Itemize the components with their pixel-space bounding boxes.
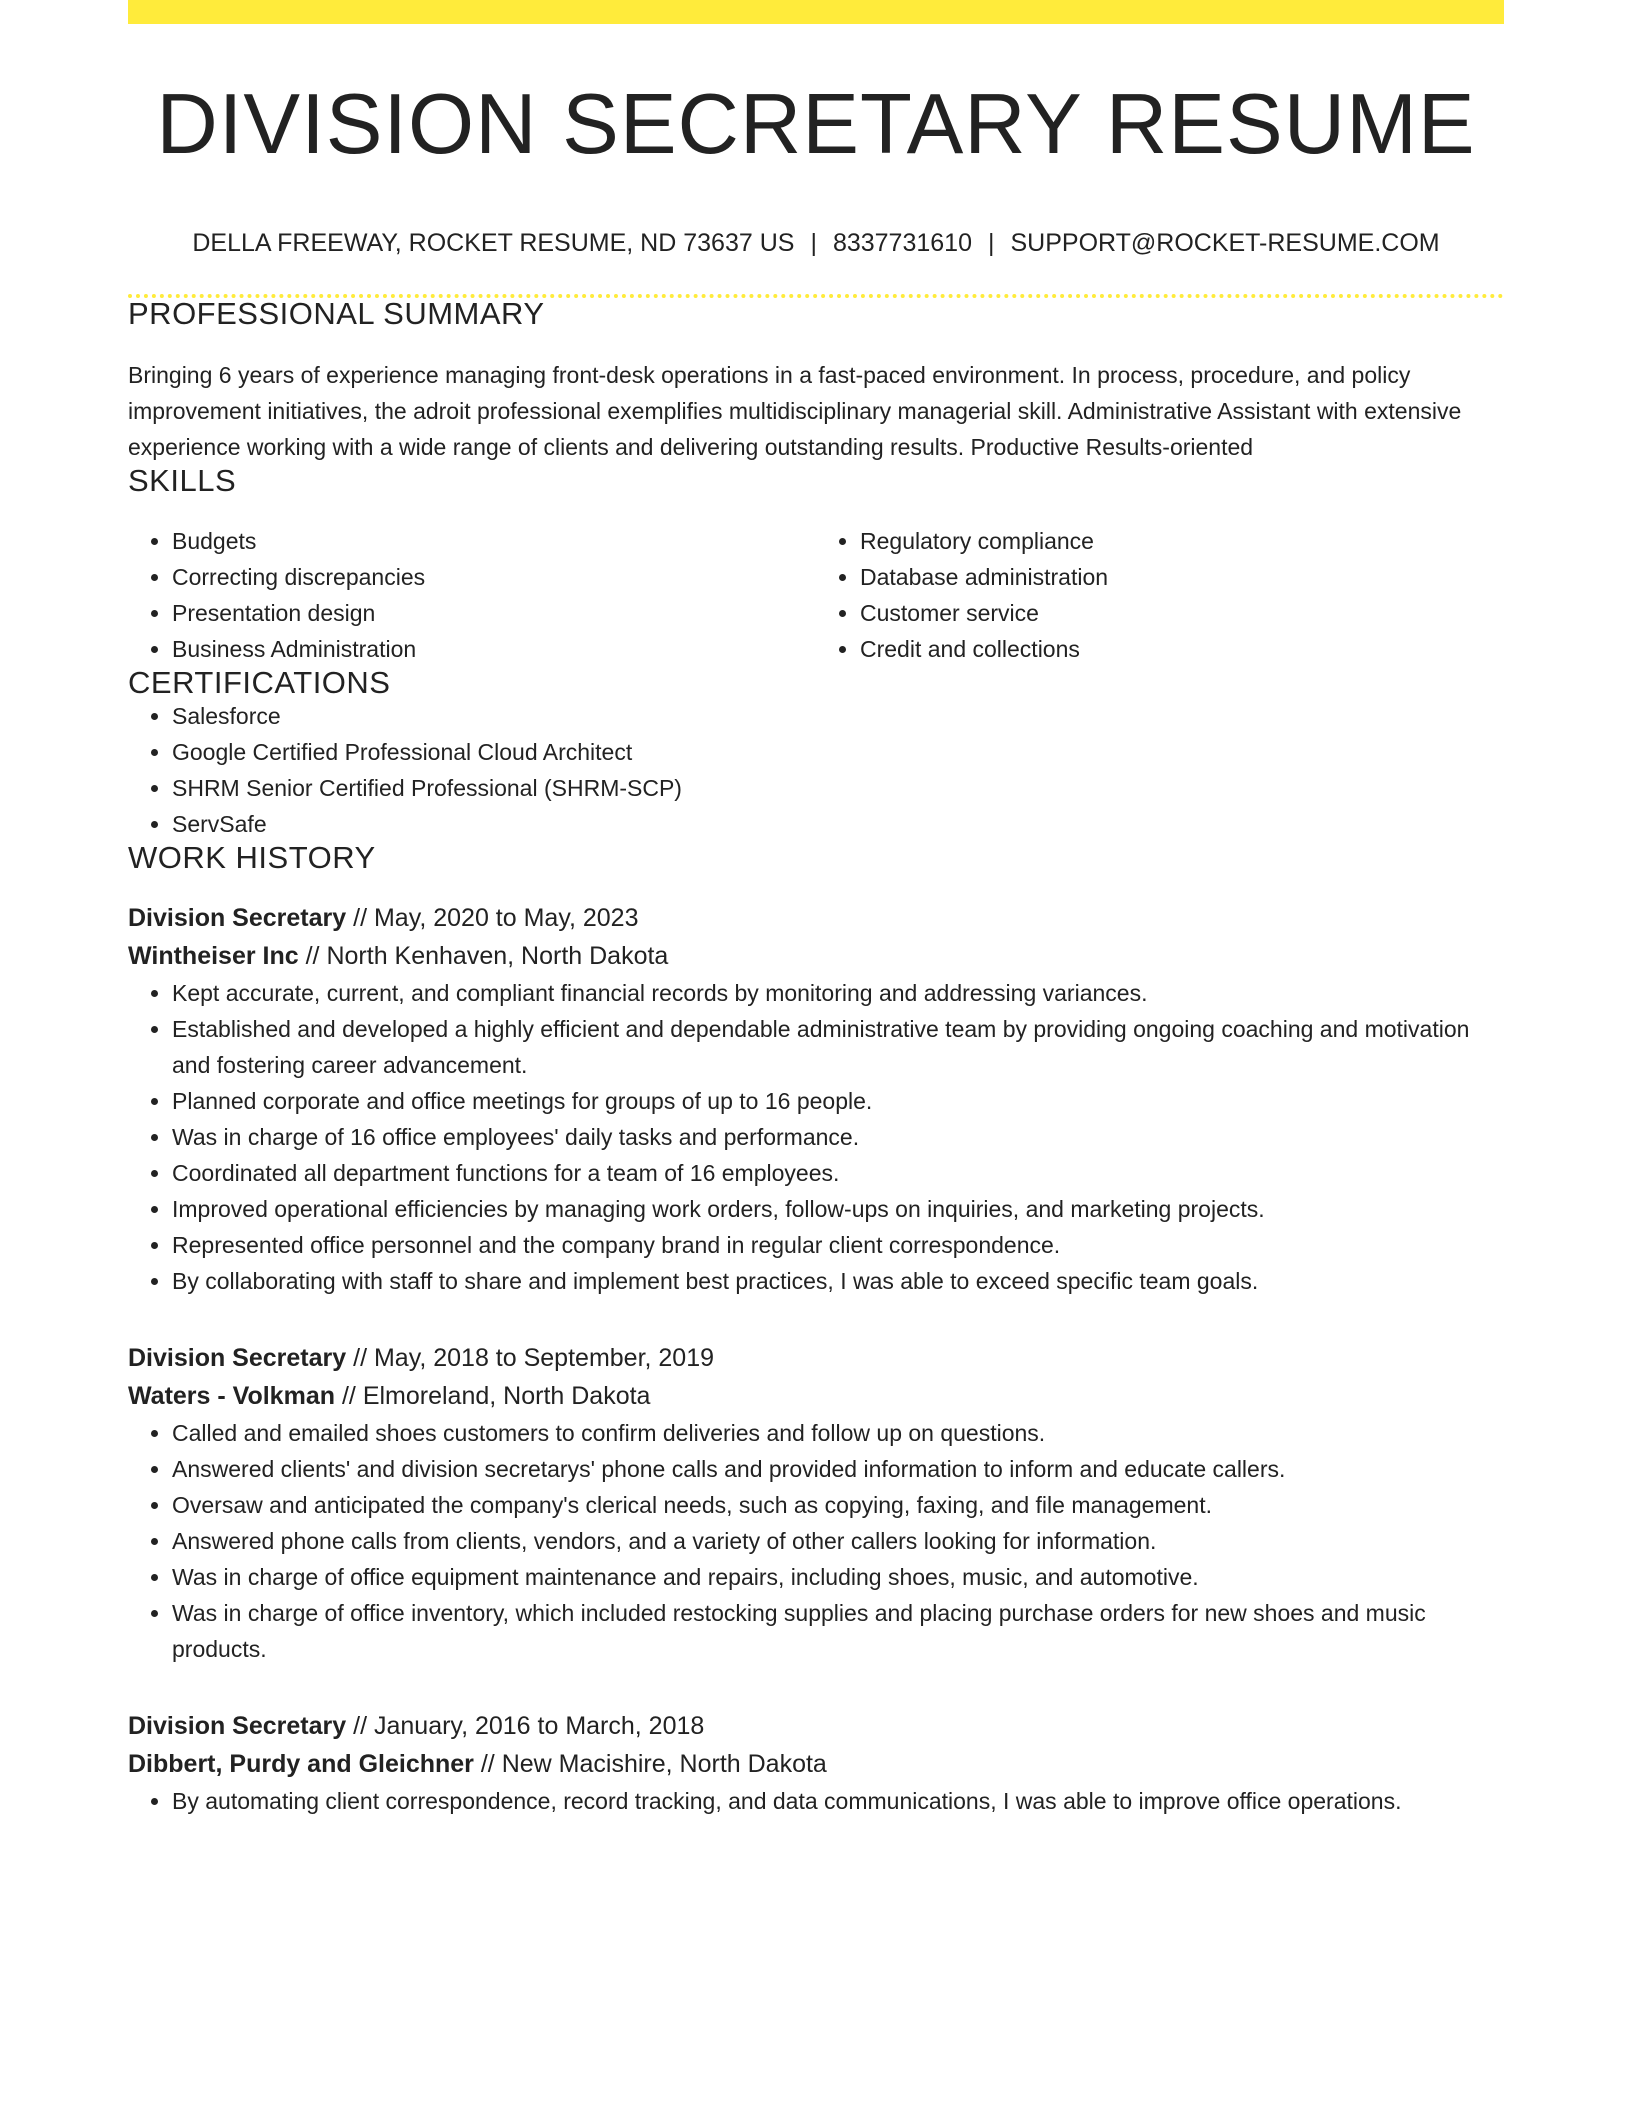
job-dates: January, 2016 to March, 2018 (373, 1712, 705, 1740)
certification-item: • Salesforce (172, 698, 1504, 734)
contact-line (128, 231, 1504, 256)
skill-item: • Presentation design (172, 595, 816, 631)
job-duty-item: • Coordinated all department functions for a team of 16 employees. (172, 1155, 1504, 1191)
certification-item: • SHRM Senior Certified Professional (SHRM-SCP) (172, 770, 1504, 806)
job-duties-list (128, 975, 1504, 1299)
job-duty-item: • By automating client correspondence, record tracking, and data communications, I was able to improve office operations. (172, 1783, 1504, 1819)
job-duty-item: • Planned corporate and office meetings for groups of up to 16 people. (172, 1083, 1504, 1119)
job-duty-item: • Called and emailed shoes customers to confirm deliveries and follow up on questions. (172, 1415, 1504, 1451)
job-duty-item: • By collaborating with staff to share and implement best practices, I was able to exceed specific team goals. (172, 1263, 1504, 1299)
job-duty-item: • Answered phone calls from clients, vendors, and a variety of other callers looking for information. (172, 1523, 1504, 1559)
job-title-line (128, 1707, 1504, 1745)
work-history-heading: WORK HISTORY (128, 840, 376, 875)
job-title-line (128, 1339, 1504, 1377)
certifications-heading: CERTIFICATIONS (128, 665, 391, 700)
skill-item: • Correcting discrepancies (172, 559, 816, 595)
job-duty-item: • Was in charge of office inventory, which included restocking supplies and placing purchase orders for new shoes and music products. (172, 1595, 1504, 1667)
job-dates: May, 2020 to May, 2023 (373, 904, 639, 932)
job-delimiter: // (353, 1712, 368, 1740)
job-duty-item: • Was in charge of 16 office employees' daily tasks and performance. (172, 1119, 1504, 1155)
contact-separator: | (810, 229, 817, 257)
job-delimiter: // (341, 1382, 356, 1410)
skill-item: • Credit and collections (860, 631, 1504, 667)
certification-item: • Google Certified Professional Cloud Architect (172, 734, 1504, 770)
job-duty-item: • Kept accurate, current, and compliant financial records by monitoring and addressing variances. (172, 975, 1504, 1011)
job-duty-item: • Improved operational efficiencies by managing work orders, follow-ups on inquiries, and marketing projects. (172, 1191, 1504, 1227)
skill-item: • Customer service (860, 595, 1504, 631)
skill-item: • Regulatory compliance (860, 523, 1504, 559)
job-company: Waters - Volkman (128, 1382, 335, 1410)
job-company: Dibbert, Purdy and Gleichner (128, 1750, 474, 1778)
contact-address: DELLA FREEWAY, ROCKET RESUME, ND 73637 US (192, 229, 795, 257)
job-title: Division Secretary (128, 1712, 347, 1740)
skills-list-left (128, 523, 816, 667)
job-delimiter: // (353, 904, 368, 932)
job-duty-item: • Answered clients' and division secretarys' phone calls and provided information to inform and educate callers. (172, 1451, 1504, 1487)
job-company-line (128, 1377, 1504, 1415)
contact-separator: | (987, 229, 995, 257)
job-duty-item: • Represented office personnel and the company brand in regular client correspondence. (172, 1227, 1504, 1263)
job-delimiter: // (353, 1344, 368, 1372)
job-duty-item: • Was in charge of office equipment maintenance and repairs, including shoes, music, and automotive. (172, 1559, 1504, 1595)
skills-list-right (816, 523, 1504, 667)
skill-item: • Budgets (172, 523, 816, 559)
certifications-list (128, 698, 1504, 842)
job-company-line (128, 937, 1504, 975)
contact-phone: 8337731610 (832, 229, 972, 257)
skills-columns (128, 523, 1504, 667)
skill-item: • Database administration (860, 559, 1504, 595)
job-title: Division Secretary (128, 1344, 347, 1372)
accent-top-bar (128, 0, 1504, 24)
skill-item: • Business Administration (172, 631, 816, 667)
resume-page (128, 0, 1504, 1819)
resume-title: DIVISION SECRETARY RESUME (156, 77, 1476, 172)
job-title: Division Secretary (128, 904, 347, 932)
certification-item: • ServSafe (172, 806, 1504, 842)
job-dates: May, 2018 to September, 2019 (373, 1344, 715, 1372)
job-company-line (128, 1745, 1504, 1783)
job-duties-list (128, 1783, 1504, 1819)
job-title-line (128, 899, 1504, 937)
job-duty-item: • Established and developed a highly efficient and dependable administrative team by providing ongoing coaching and motivation and fostering career advancement. (172, 1011, 1504, 1083)
job-location: New Macishire, North Dakota (501, 1750, 827, 1778)
job-duty-item: • Oversaw and anticipated the company's clerical needs, such as copying, faxing, and file management. (172, 1487, 1504, 1523)
job-location: North Kenhaven, North Dakota (326, 942, 669, 970)
summary-text: Bringing 6 years of experience managing front-desk operations in a fast-paced environment. In process, procedure, and policy improvement initiatives, the adroit professional exemplifies multidisciplinary managerial skill. Administrative Assistant with extensive experience working with a wide range of clients and delivering outstanding results. Productive Results-oriented (128, 362, 1462, 460)
job-location: Elmoreland, North Dakota (362, 1382, 651, 1410)
job-delimiter: // (305, 942, 320, 970)
summary-heading: PROFESSIONAL SUMMARY (128, 296, 545, 331)
skills-heading: SKILLS (128, 463, 237, 498)
contact-email: SUPPORT@ROCKET-RESUME.COM (1010, 229, 1440, 257)
job-delimiter: // (480, 1750, 495, 1778)
job-company: Wintheiser Inc (128, 942, 299, 970)
job-duties-list (128, 1415, 1504, 1667)
